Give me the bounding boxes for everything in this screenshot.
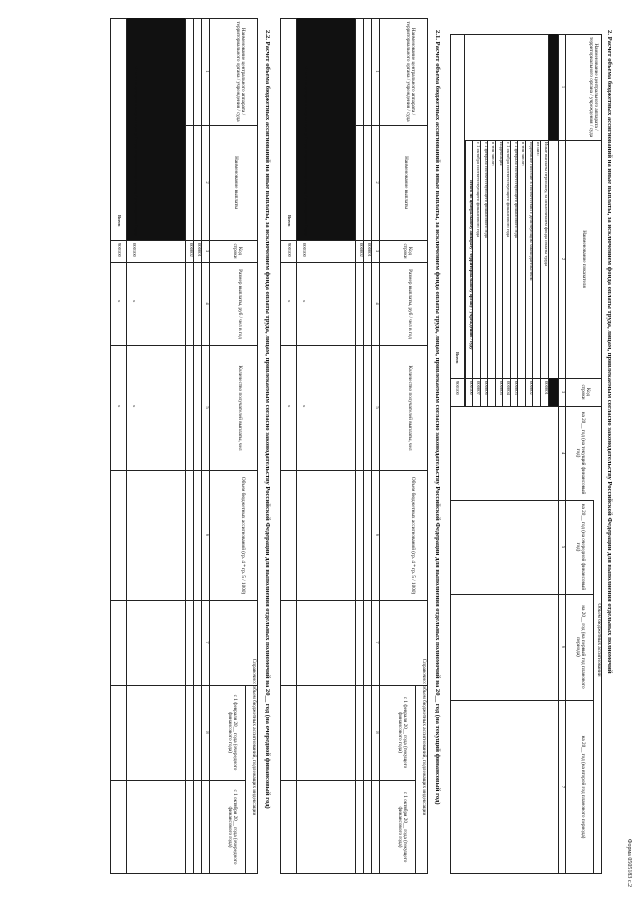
s2-num-2: 2	[561, 257, 566, 261]
s2-num-3: 3	[561, 390, 566, 394]
s22-col-size: Размер выплаты, руб / чел в год	[237, 269, 243, 339]
s21-x-1: x	[302, 300, 307, 303]
s2-row-rule	[465, 140, 466, 406]
s21-total-org: Итого по центральному аппарату / территориальному органу / учреждению / суду	[304, 66, 309, 236]
s2-total-code: 900100	[455, 381, 460, 395]
s21-col-org: Наименование центрального аппарата / территориального органа / учреждения / суда	[404, 21, 416, 122]
s21-num-1: 1	[375, 70, 380, 73]
s21-code-2: 000002	[359, 243, 364, 257]
s2-col-amount-group: Объем бюджетных ассигнований	[596, 603, 602, 677]
s22-num-1: 1	[205, 70, 210, 73]
s22-total-org-code: 000100	[132, 243, 137, 257]
s2-row-label: из них:	[536, 142, 542, 156]
s2-row-label: в том числе:	[491, 142, 497, 166]
s2-num-4: 4	[561, 451, 566, 455]
s22-total-label: Всего	[117, 215, 122, 227]
s22-x-4: x	[117, 405, 122, 408]
s21-num-3: 3	[375, 249, 380, 253]
s21-num-6: 6	[375, 533, 380, 537]
s21-col-payment: Наименование выплаты	[403, 156, 409, 209]
s21-col-ref1: с 1 февраля 20__ года (текущего финансового года)	[396, 696, 408, 769]
s2-row-rule	[525, 140, 526, 406]
s2-col-y1: на 20__ год (на текущий финансовый год)	[574, 411, 586, 495]
s2-row-code: 000006	[484, 381, 489, 395]
s21-code-1: 000001	[367, 243, 372, 257]
s22-code-2: 000002	[189, 243, 194, 257]
s22-col-ref2: с 1 октября 20__ года (очередного финансового года)	[226, 789, 238, 865]
s21-total-org-code: 000100	[302, 243, 307, 257]
s21-col-code: Код строки	[401, 243, 413, 259]
s21-x-4: x	[287, 405, 292, 408]
s22-col-ref-group: Справочно: объем бюджетных ассигнований, подлежащих индексации	[251, 658, 257, 816]
s22-num-2: 2	[205, 181, 210, 184]
s2-row-label: Итого по центральному аппарату / территориальному органу / учреждению / суду	[469, 180, 474, 350]
s22-col-count: Количество получателей выплаты, чел	[237, 365, 243, 451]
s22-num-7: 7	[205, 641, 210, 644]
s2-row-label: Иные выплаты персоналу, за исключением фонда оплаты труда	[544, 142, 549, 267]
s2-row-label: Индексация	[499, 142, 504, 166]
s22-col-payment: Наименование выплаты	[233, 156, 239, 209]
s22-col-amount: Объем бюджетных ассигнований (гр. 4 * гр. 5 / 1000)	[240, 476, 246, 595]
s2-row-code: 000001	[544, 381, 549, 395]
s22-x-3: x	[117, 300, 122, 303]
s22-total-code: 900100	[117, 243, 122, 257]
s2-row-code: 000005	[499, 381, 504, 395]
s2-num-6: 6	[561, 645, 566, 649]
section-2-1-title: 2.1. Расчет объема бюджетных ассигнований на иные выплаты, за исключением фонда оплаты труда, лицам, привлекаемым согласно законодательству Российской Федерации для выполнения отдельных полномочий на 20__ год (на текущий финансовый год)	[434, 30, 441, 805]
s2-num-5: 5	[561, 545, 566, 549]
s2-col-y3: на 20__ год (на первый год планового периода)	[574, 605, 586, 689]
s21-col-count: Количество получателей выплаты, чел	[407, 365, 413, 451]
s2-row-label: с 1 февраля соответствующего финансового года	[484, 142, 489, 238]
s22-num-5: 5	[205, 406, 210, 409]
s22-num-6: 6	[205, 533, 210, 537]
s2-num-1: 1	[561, 85, 566, 89]
s21-col-size: Размер выплаты, руб / чел в год	[407, 269, 413, 339]
form-code: Форма 0505183 с.2	[626, 838, 632, 887]
s21-col-ref-group: Справочно: объем бюджетных ассигнований, подлежащих индексации	[421, 658, 427, 816]
s22-col-code: Код строки	[231, 243, 243, 259]
s2-shade-code	[549, 378, 558, 406]
s22-x-1: x	[132, 300, 137, 303]
s22-num-8: 8	[205, 731, 210, 734]
s2-row-code: 000100	[469, 381, 474, 395]
s2-col-y2: на 20__ год (на очередной финансовый год)	[574, 503, 586, 591]
s2-row-rule	[540, 140, 541, 406]
s22-col-ref1: с 1 февраля 20__ года (очередного финансового года)	[226, 694, 238, 771]
s21-total-label: Всего	[287, 215, 292, 227]
s21-col-amount: Объем бюджетных ассигнований (гр. 4 * гр. 5 / 1000)	[410, 476, 416, 595]
s2-row-label: с 1 февраля соответствующего финансового года	[514, 142, 519, 238]
s22-num-3: 3	[205, 249, 210, 253]
s21-x-3: x	[287, 300, 292, 303]
s2-row-code: 000002	[529, 381, 534, 395]
section-2-2-title: 2.2. Расчет объема бюджетных ассигнований на иные выплаты, за исключением фонда оплаты труда, лицам, привлекаемым согласно законодательству Российской Федерации для выполнения отдельных полномочий на 20__ год (на очередной финансовый год)	[264, 30, 271, 809]
s2-num-7: 7	[561, 785, 566, 789]
s2-row-label: в том числе:	[521, 142, 527, 166]
s2-total-label: Всего	[455, 352, 460, 364]
s2-row-label: с 1 октября соответствующего финансового года	[476, 142, 482, 238]
s2-col-y4: на 20__ год (на второй год планового периода)	[580, 735, 586, 839]
s22-x-2: x	[132, 405, 137, 408]
s21-x-2: x	[302, 405, 307, 408]
s2-row-label: подъемное пособие в соответствии с действующим законодательством	[529, 142, 534, 281]
s22-total-org: Итого по центральному аппарату / территориальному органу / учреждению / суду	[134, 66, 139, 236]
s21-num-4: 4	[375, 302, 380, 305]
s2-col-org: Наименование центрального аппарата / территориального органа / учреждения / суда	[587, 36, 599, 138]
s2-row-code: 000004	[506, 381, 512, 395]
s21-num-7: 7	[375, 641, 380, 644]
s2-row-label: с 1 октября соответствующего финансового года	[506, 142, 512, 238]
s2-row-code: 000007	[476, 381, 482, 395]
s22-num-4: 4	[205, 302, 210, 305]
s21-num-5: 5	[375, 406, 380, 409]
s2-row-code: 000003	[514, 381, 519, 395]
section-2-title: 2. Расчет объема бюджетных ассигнований на иные выплаты, за исключением фонда оплаты труда, лицам, привлекаемым согласно законодательству Российской Федерации для выполнения отдельных полномочий	[606, 30, 613, 674]
s21-num-2: 2	[375, 181, 380, 184]
s2-col-indicator: Наименование показателя	[581, 230, 587, 288]
s22-code-1: 000001	[197, 243, 202, 257]
s21-col-ref2: с 1 октября 20__ года (текущего финансового года)	[396, 791, 408, 863]
s2-col-code: Код строки	[579, 384, 591, 400]
s2-row-rule	[503, 140, 504, 406]
s21-num-8: 8	[375, 731, 380, 734]
s22-col-org: Наименование центрального аппарата / территориального органа / учреждения / суда	[234, 21, 246, 122]
s2-row-rule	[495, 140, 496, 406]
s2-shade-org	[549, 34, 558, 140]
s21-total-code: 900100	[287, 243, 292, 257]
